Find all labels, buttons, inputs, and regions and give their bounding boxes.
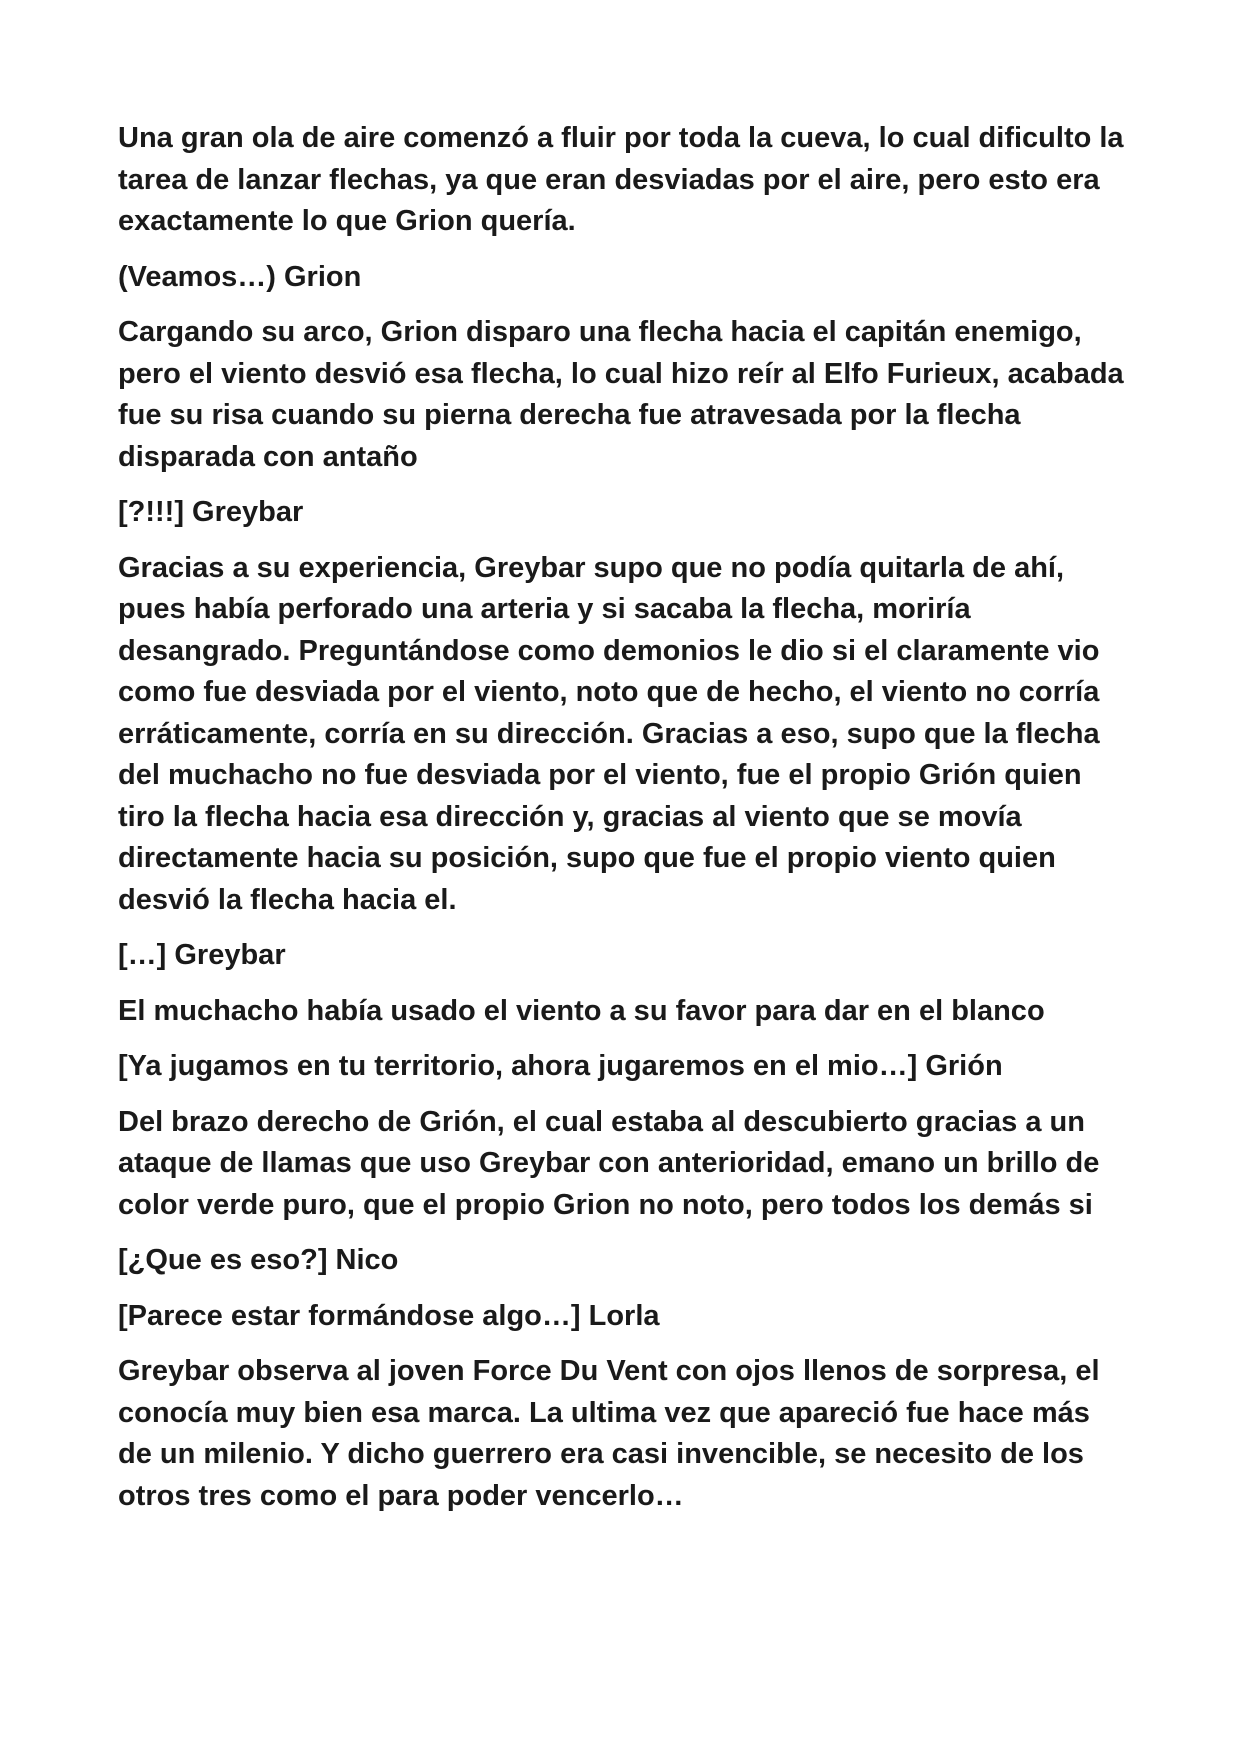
paragraph-narration-mark: Greybar observa al joven Force Du Vent con ojos llenos de sorpresa, el conocía muy bien esa marca. La ultima vez que apareció fue hace más de un milenio. Y dicho guerrero era casi invencible, se necesito de los otros tres como el para poder vencerlo… [118,1355,1100,1512]
dialogue-grion-territory: [Ya jugamos en tu territorio, ahora jugaremos en el mio…] Grión [118,1050,1003,1082]
paragraph-narration-arrow: Cargando su arco, Grion disparo una flecha hacia el capitán enemigo, pero el viento desvió esa flecha, lo cual hizo reír al Elfo Furieux, acabada fue su risa cuando su pierna derecha fue atravesada por la flecha disparada con antaño [118,316,1124,473]
dialogue-greybar-ellipsis: […] Greybar [118,939,286,971]
dialogue-nico: [¿Que es eso?] Nico [118,1244,399,1276]
paragraph-narration-experience: Gracias a su experiencia, Greybar supo que no podía quitarla de ahí, pues había perforado una arteria y si sacaba la flecha, moriría desangrado. Preguntándose como demonios le dio si el claramente vio como fue desviada por el viento, noto que de hecho, el viento no corría erráticamente, corría en su dirección. Gracias a eso, supo que la flecha del muchacho no fue desviada por el viento, fue el propio Grión quien tiro la flecha hacia esa dirección y, gracias al viento que se movía directamente hacia su posición, supo que fue el propio viento quien desvió la flecha hacia el. [118,551,1100,916]
dialogue-grion-veamos: (Veamos…) Grion [118,260,362,293]
paragraph-narration-arm: Del brazo derecho de Grión, el cual estaba al descubierto gracias a un ataque de llamas que uso Greybar con anterioridad, emano un brillo de color verde puro, que el propio Grion no noto, pero todos los demás si [118,1105,1100,1221]
document-page [118,118,1128,1531]
paragraph-narration-target: El muchacho había usado el viento a su favor para dar en el blanco [118,994,1045,1027]
dialogue-greybar-surprise: [?!!!] Greybar [118,496,304,528]
paragraph-narration-wind: Una gran ola de aire comenzó a fluir por toda la cueva, lo cual dificulto la tarea de lanzar flechas, ya que eran desviadas por el aire, pero esto era exactamente lo que Grion quería. [118,122,1124,237]
dialogue-lorla: [Parece estar formándose algo…] Lorla [118,1299,660,1332]
